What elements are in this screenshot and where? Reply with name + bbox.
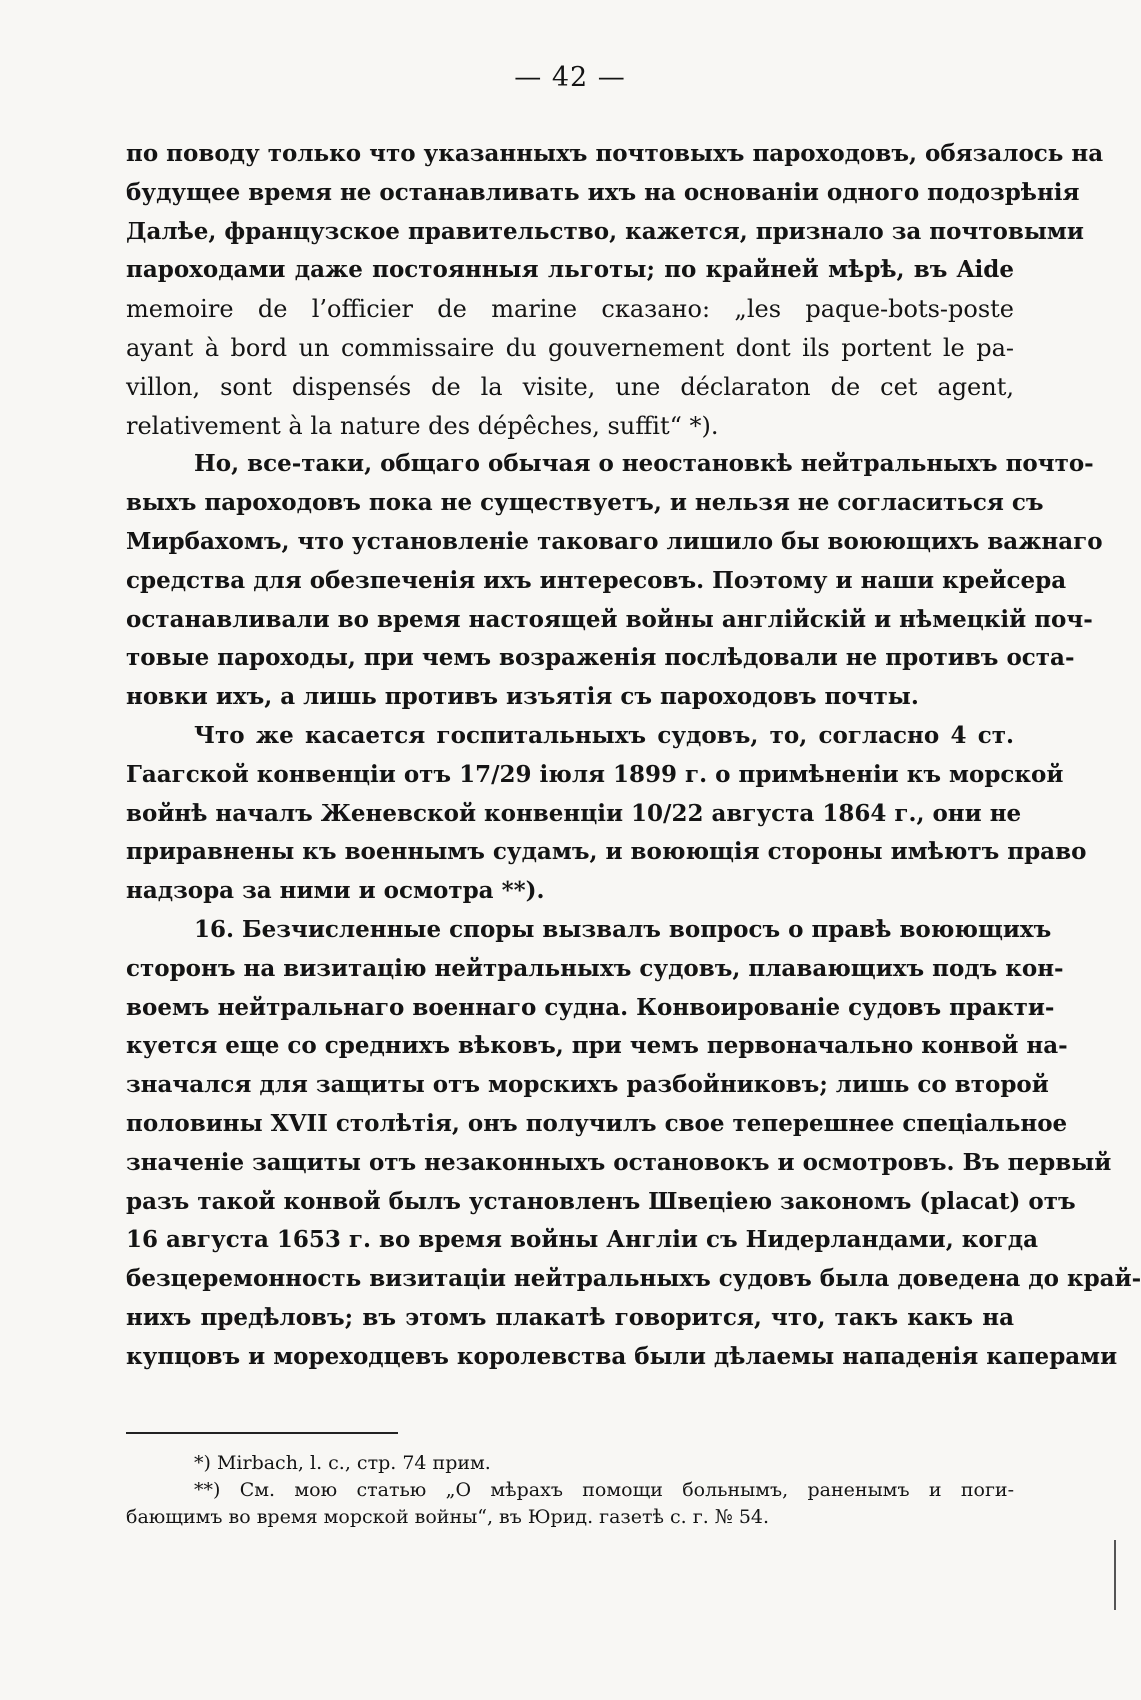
text-line: товые пароходы, при чемъ возраженія послѣдовали не противъ оста-	[126, 644, 1075, 672]
text-line: будущее время не останавливать ихъ на основаніи одного подозрѣнія	[126, 178, 1080, 206]
text-line: нихъ предѣловъ; въ этомъ плакатѣ говорится, что, такъ какъ на	[126, 1303, 1014, 1331]
text-line: Мирбахомъ, что установленіе таковаго лишило бы воюющихъ важнаго	[126, 527, 1103, 555]
body-text	[126, 135, 1141, 1377]
footnote-rule	[126, 1432, 398, 1434]
footnote-2-continued: бающимъ во время морской войны“, въ Юрид. газетѣ с. г. № 54.	[126, 1506, 770, 1528]
text-line: значеніе защиты отъ незаконныхъ остановокъ и осмотровъ. Въ первый	[126, 1148, 1112, 1176]
text-line: половины XVII столѣтія, онъ получилъ свое теперешнее спеціальное	[126, 1109, 1068, 1137]
footnote-1: *) Mirbach, l. c., стр. 74 прим.	[194, 1452, 491, 1474]
text-line: по поводу только что указанныхъ почтовыхъ пароходовъ, обязалось на	[126, 140, 1104, 167]
text-line: Гаагской конвенціи отъ 17/29 іюля 1899 г. о примѣненіи къ морской	[126, 760, 1064, 788]
page-edge-mark	[1114, 1540, 1116, 1610]
text-line: средства для обезпеченія ихъ интересовъ. Поэтому и наши крейсера	[126, 566, 1067, 594]
text-line: выхъ пароходовъ пока не существуетъ, и нельзя не согласиться съ	[126, 489, 1044, 517]
text-line: пароходами даже постоянныя льготы; по крайней мѣрѣ, въ Aide	[126, 256, 1014, 284]
text-line: relativement à la nature des dépêches, suffit“ *).	[126, 411, 719, 440]
text-line: 16 августа 1653 г. во время войны Англіи съ Нидерландами, когда	[126, 1226, 1038, 1254]
footnote-2: **) См. мою статью „О мѣрахъ помощи больнымъ, раненымъ и поги-	[194, 1479, 1014, 1501]
text-line: сторонъ на визитацію нейтральныхъ судовъ, плавающихъ подъ кон-	[126, 954, 1064, 982]
text-line: воемъ нейтральнаго военнаго судна. Конвоированіе судовъ практи-	[126, 993, 1055, 1021]
text-line: останавливали во время настоящей войны англійскій и нѣмецкій поч-	[126, 605, 1093, 633]
text-line: ayant à bord un commissaire du gouvernement dont ils portent le pa-	[126, 333, 1014, 362]
text-line: Но, все-таки, общаго обычая о неостановкѣ нейтральныхъ почто-	[194, 450, 1094, 478]
text-line: значался для защиты отъ морскихъ разбойниковъ; лишь со второй	[126, 1071, 1049, 1099]
text-line: безцеремонность визитаціи нейтральныхъ судовъ была доведена до край-	[126, 1265, 1141, 1293]
text-line: 16. Безчисленные споры вызвалъ вопросъ о правѣ воюющихъ	[194, 915, 1052, 943]
text-line: разъ такой конвой былъ установленъ Швеціею закономъ (placat) отъ	[126, 1187, 1076, 1215]
text-line: войнѣ началъ Женевской конвенціи 10/22 августа 1864 г., они не	[126, 799, 1022, 827]
text-line: villon, sont dispensés de la visite, une déclaraton de cet agent,	[126, 372, 1014, 401]
text-line: надзора за ними и осмотра **).	[126, 877, 545, 905]
text-line: Далѣе, французское правительство, кажется, признало за почтовыми	[126, 217, 1084, 245]
text-line: купцовъ и мореходцевъ королевства были дѣлаемы нападенія каперами	[126, 1342, 1118, 1370]
text-line: Что же касается госпитальныхъ судовъ, то, согласно 4 ст.	[194, 721, 1014, 749]
footnotes	[126, 1450, 1014, 1531]
text-line: новки ихъ, а лишь противъ изъятія съ пароходовъ почты.	[126, 683, 919, 711]
text-line: куется еще со среднихъ вѣковъ, при чемъ первоначально конвой на-	[126, 1032, 1068, 1060]
text-line: memoire de l’officier de marine сказано: „les paque-bots-poste	[126, 295, 1014, 324]
text-line: приравнены къ военнымъ судамъ, и воюющія стороны имѣютъ право	[126, 838, 1087, 866]
page-number: — 42 —	[514, 62, 626, 93]
